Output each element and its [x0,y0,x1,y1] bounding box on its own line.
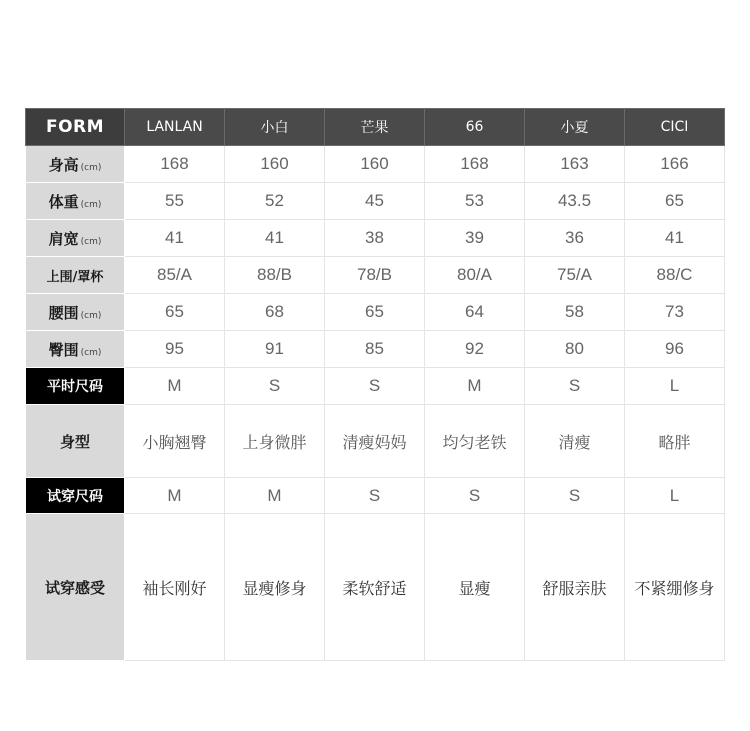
row-label: 平时尺码 [26,368,125,405]
table-cell: 舒服亲肤 [525,514,625,661]
table-cell: 53 [425,183,525,220]
table-cell: 52 [225,183,325,220]
table-cell: 80 [525,331,625,368]
table-cell: 95 [125,331,225,368]
table-cell: M [125,478,225,514]
usual-size-row [26,368,725,405]
try-feel-row [26,514,725,661]
row-label: 上围/罩杯 [26,257,125,294]
table-cell: 68 [225,294,325,331]
header-row [26,109,725,146]
table-cell: 41 [625,220,725,257]
table-cell: 39 [425,220,525,257]
row-label-text: 臀围 [48,340,79,359]
table-cell: 166 [625,146,725,183]
table-cell: 显瘦 [425,514,525,661]
table-cell: 160 [325,146,425,183]
row-label [26,294,125,331]
body-type-row [26,405,725,478]
table-cell: 85 [325,331,425,368]
table-cell: 41 [125,220,225,257]
row-label-text: 肩宽 [48,229,79,248]
table-cell: 41 [225,220,325,257]
row-label: 试穿感受 [26,514,125,661]
table-cell: M [125,368,225,405]
table-cell: M [225,478,325,514]
table-cell: 85/A [125,257,225,294]
height-row [26,146,725,183]
table-cell: 168 [425,146,525,183]
hip-row [26,331,725,368]
table-cell: 45 [325,183,425,220]
table-cell: S [425,478,525,514]
table-cell: S [325,478,425,514]
table-cell: 36 [525,220,625,257]
table-cell: 清瘦 [525,405,625,478]
table-cell: 清瘦妈妈 [325,405,425,478]
table-cell: 柔软舒适 [325,514,425,661]
table-cell: 92 [425,331,525,368]
table-cell: L [625,368,725,405]
table-cell: 168 [125,146,225,183]
table-cell: 小胸翘臀 [125,405,225,478]
unit-label: (cm) [80,162,102,173]
table-cell: 65 [325,294,425,331]
row-label [26,331,125,368]
weight-row [26,183,725,220]
table-cell: 58 [525,294,625,331]
row-label-text: 身高 [48,155,79,174]
table-cell: 163 [525,146,625,183]
unit-label: (cm) [80,347,102,358]
table-cell: 96 [625,331,725,368]
model-header: 小白 [225,109,325,146]
table-cell: 78/B [325,257,425,294]
table-cell: 88/B [225,257,325,294]
waist-row [26,294,725,331]
table-cell: 75/A [525,257,625,294]
row-label [26,146,125,183]
table-cell: 袖长刚好 [125,514,225,661]
table-cell: 65 [625,183,725,220]
model-header: 芒果 [325,109,425,146]
row-label [26,183,125,220]
table-cell: 73 [625,294,725,331]
try-size-row [26,478,725,514]
row-label: 身型 [26,405,125,478]
table-cell: 均匀老铁 [425,405,525,478]
bust-row [26,257,725,294]
model-header: LANLAN [125,109,225,146]
table-cell: 略胖 [625,405,725,478]
table-cell: 上身微胖 [225,405,325,478]
table-cell: S [525,368,625,405]
unit-label: (cm) [80,199,102,210]
size-chart-table [25,108,725,661]
model-header: 66 [425,109,525,146]
table-cell: M [425,368,525,405]
table-cell: 91 [225,331,325,368]
table-cell: 64 [425,294,525,331]
table-cell: 55 [125,183,225,220]
table-cell: S [325,368,425,405]
row-label: 试穿尺码 [26,478,125,514]
table-cell: 不紧绷修身 [625,514,725,661]
table-cell: 38 [325,220,425,257]
table-cell: L [625,478,725,514]
shoulder-row [26,220,725,257]
row-label-text: 腰围 [48,303,79,322]
model-header: CICI [625,109,725,146]
table-cell: 43.5 [525,183,625,220]
table-cell: 160 [225,146,325,183]
unit-label: (cm) [80,310,102,321]
table-cell: S [225,368,325,405]
model-header: 小夏 [525,109,625,146]
table-cell: 88/C [625,257,725,294]
table-cell: 65 [125,294,225,331]
table-cell: 80/A [425,257,525,294]
row-label-text: 体重 [48,192,79,211]
unit-label: (cm) [80,236,102,247]
form-header: FORM [26,109,125,146]
table-cell: S [525,478,625,514]
row-label [26,220,125,257]
table-cell: 显瘦修身 [225,514,325,661]
